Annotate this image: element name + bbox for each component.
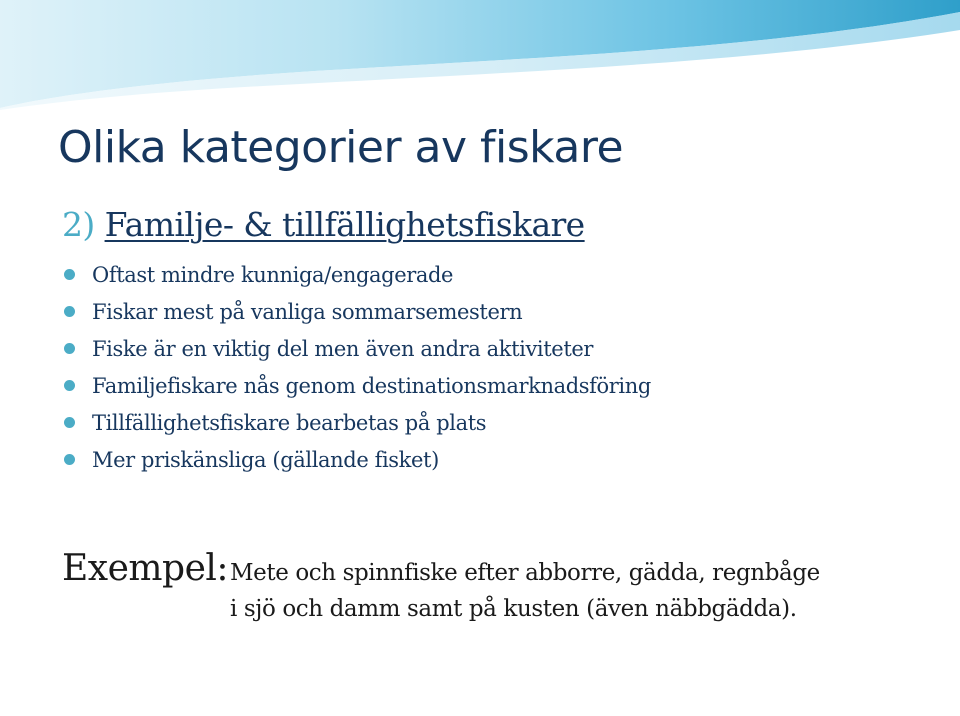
bullet-dot-icon xyxy=(64,269,75,280)
bullet-item: Tillfällighetsfiskare bearbetas på plats xyxy=(64,405,651,442)
category-heading xyxy=(62,207,585,243)
bullet-dot-icon xyxy=(64,306,75,317)
header-wave-decoration xyxy=(0,0,960,110)
category-title: Familje- & tillfällighetsfiskare xyxy=(104,205,585,244)
example-text-line-2: i sjö och damm samt på kusten (även näbbgädda). xyxy=(230,596,797,622)
bullet-list xyxy=(64,257,651,479)
bullet-item: Fiskar mest på vanliga sommarsemestern xyxy=(64,294,651,331)
example-text-line-1: Mete och spinnfiske efter abborre, gädda, regnbåge xyxy=(230,560,820,586)
bullet-item: Mer priskänsliga (gällande fisket) xyxy=(64,442,651,479)
example-label: Exempel: xyxy=(62,548,229,589)
bullet-dot-icon xyxy=(64,454,75,465)
category-number: 2) xyxy=(62,205,95,244)
bullet-item: Oftast mindre kunniga/engagerade xyxy=(64,257,651,294)
bullet-dot-icon xyxy=(64,343,75,354)
bullet-dot-icon xyxy=(64,417,75,428)
slide-title: Olika kategorier av fiskare xyxy=(58,122,624,173)
bullet-dot-icon xyxy=(64,380,75,391)
bullet-item: Fiske är en viktig del men även andra aktiviteter xyxy=(64,331,651,368)
bullet-item: Familjefiskare nås genom destinationsmarknadsföring xyxy=(64,368,651,405)
